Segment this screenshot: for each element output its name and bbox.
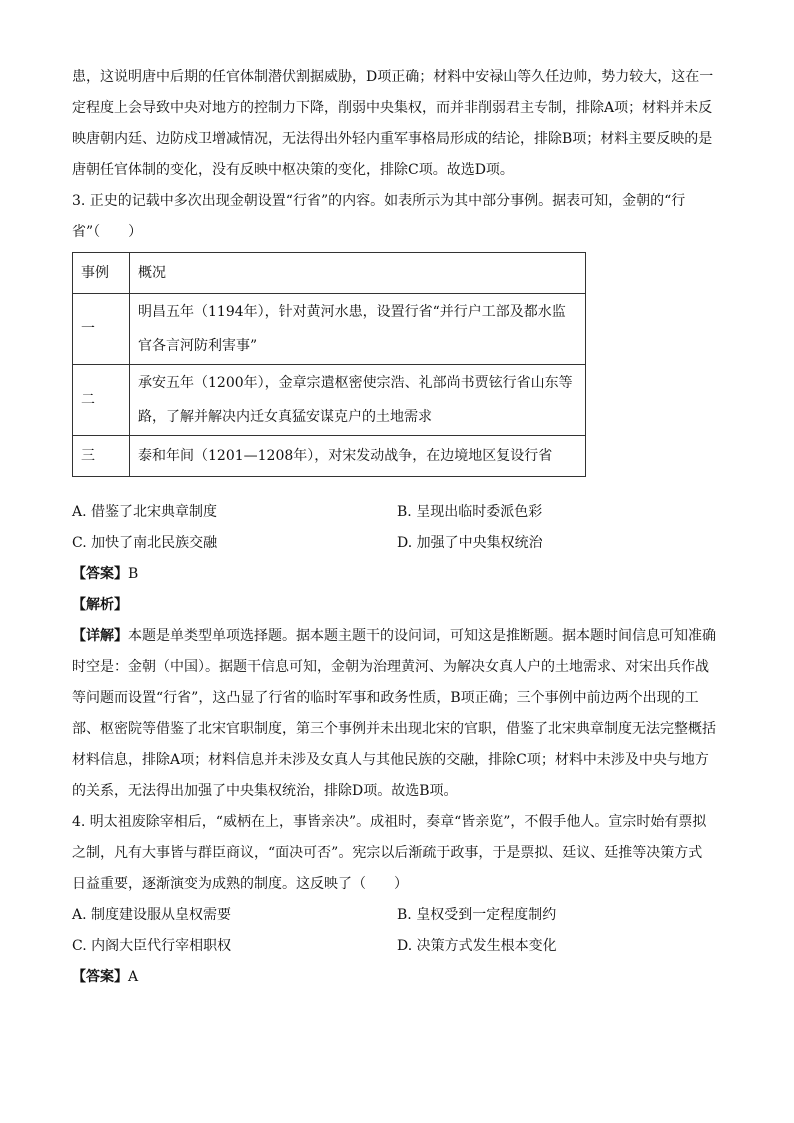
header-cell-overview: 概况 bbox=[130, 253, 586, 294]
answer-value: B bbox=[128, 566, 139, 582]
answer-line bbox=[72, 962, 722, 993]
detail-label: 【详解】 bbox=[72, 628, 128, 644]
row-number: 二 bbox=[73, 365, 130, 436]
answer-label: 【答案】 bbox=[72, 566, 128, 582]
cell-line: 承安五年（1200年），金章宗遣枢密使宗浩、礼部尚书贾铉行省山东等 bbox=[138, 375, 573, 391]
cell-line: 泰和年间（1201—1208年），对宋发动战争，在边境地区复设行省 bbox=[138, 448, 553, 464]
option-c: C. 加快了南北民族交融 bbox=[72, 535, 218, 551]
question-stem: 省”（ ） bbox=[72, 224, 143, 240]
header-cell-example: 事例 bbox=[73, 253, 130, 294]
text-line: 唐朝任官体制的变化，没有反映中枢决策的变化，排除C项。故选D项。 bbox=[72, 162, 514, 178]
question-stem: 3. 正史的记载中多次出现金朝设置“行省”的内容。如表所示为其中部分事例。据表可知，金朝的“行 bbox=[72, 193, 686, 209]
answer-line bbox=[72, 559, 722, 590]
cell-line: 明昌五年（1194年），针对黄河水患，设置行省“并行户工部及都水监 bbox=[138, 304, 566, 320]
option-d: D. 决策方式发生根本变化 bbox=[397, 938, 557, 954]
table-header-row bbox=[73, 253, 586, 294]
options-grid bbox=[72, 900, 722, 962]
detail-line: 时空是：金朝（中国）。据题干信息可知，金朝为治理黄河、为解决女真人户的土地需求、对宋出兵作战 bbox=[72, 659, 709, 675]
detail-line bbox=[72, 621, 722, 652]
text-line: 定程度上会导致中央对地方的控制力下降，削弱中央集权，而并非削弱君主专制，排除A项；材料并未反 bbox=[72, 100, 713, 116]
detail-line: 部、枢密院等借鉴了北宋官职制度，第三个事例并未出现北宋的官职，借鉴了北宋典章制度无法完整概括 bbox=[72, 721, 716, 737]
document-page bbox=[72, 62, 722, 993]
row-number: 三 bbox=[73, 436, 130, 477]
cell-line: 路，了解并解决内迁女真猛安谋克户的土地需求 bbox=[138, 409, 432, 425]
analysis-label: 【解析】 bbox=[72, 597, 128, 613]
detail-line: 材料信息，排除A项；材料信息并未涉及女真人与其他民族的交融，排除C项；材料中未涉及中央与地方 bbox=[72, 752, 709, 768]
detail-text: 本题是单类型单项选择题。据本题主题干的设问词，可知这是推断题。据本题时间信息可知准确 bbox=[128, 628, 716, 644]
table-row bbox=[73, 294, 586, 365]
text-line: 映唐朝内廷、边防戍卫增减情况，无法得出外轻内重军事格局形成的结论，排除B项；材料主要反映的是 bbox=[72, 131, 713, 147]
answer-value: A bbox=[128, 969, 139, 985]
row-description bbox=[130, 294, 586, 365]
question-stem: 日益重要，逐渐演变为成熟的制度。这反映了（ ） bbox=[72, 876, 408, 892]
row-description bbox=[130, 365, 586, 436]
row-number: 一 bbox=[73, 294, 130, 365]
question-stem: 之制，凡有大事皆与群臣商议，“面决可否”。宪宗以后渐疏于政事，于是票拟、廷议、廷推等决策方式 bbox=[72, 845, 703, 861]
text-line: 患，这说明唐中后期的任官体制潜伏割据威胁，D项正确；材料中安禄山等久任边帅，势力较大，这在一 bbox=[72, 69, 714, 85]
question-4 bbox=[72, 807, 722, 993]
table-row bbox=[73, 436, 586, 477]
option-d: D. 加强了中央集权统治 bbox=[397, 535, 543, 551]
option-b: B. 呈现出临时委派色彩 bbox=[397, 504, 543, 520]
question-3 bbox=[72, 186, 722, 807]
table-row bbox=[73, 365, 586, 436]
option-a: A. 借鉴了北宋典章制度 bbox=[72, 504, 218, 520]
events-table bbox=[72, 252, 586, 477]
option-c: C. 内阁大臣代行宰相职权 bbox=[72, 938, 232, 954]
question-stem: 4. 明太祖废除宰相后，“威柄在上，事皆亲决”。成祖时，奏章“皆亲览”，不假手他人。宣宗时始有票拟 bbox=[72, 814, 707, 830]
option-b: B. 皇权受到一定程度制约 bbox=[397, 907, 557, 923]
options-grid bbox=[72, 497, 722, 559]
option-a: A. 制度建设服从皇权需要 bbox=[72, 907, 232, 923]
detail-line: 等问题而设置“行省”，这凸显了行省的临时军事和政务性质，B项正确；三个事例中前边两个出现的工 bbox=[72, 690, 699, 706]
cell-line: 官各言河防利害事” bbox=[138, 338, 258, 354]
row-description bbox=[130, 436, 586, 477]
answer-label: 【答案】 bbox=[72, 969, 128, 985]
previous-explanation bbox=[72, 62, 722, 186]
detail-line: 的关系，无法得出加强了中央集权统治，排除D项。故选B项。 bbox=[72, 783, 458, 799]
